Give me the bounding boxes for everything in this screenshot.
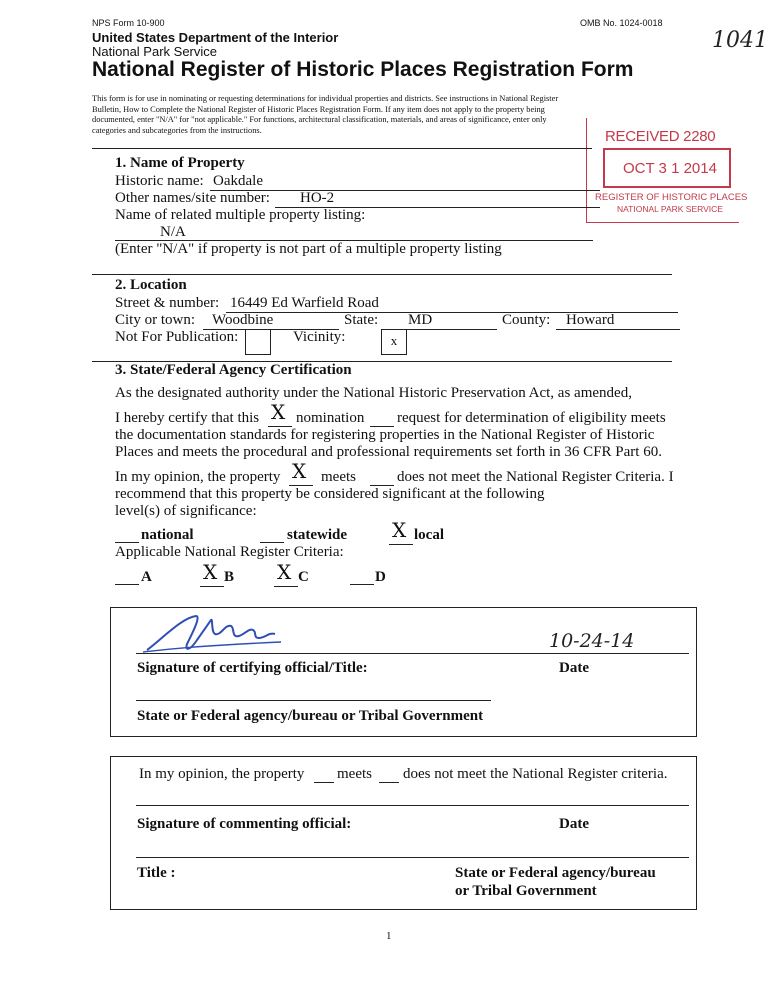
- publication-checkbox[interactable]: [245, 329, 271, 355]
- other-names-value: HO-2: [300, 190, 335, 206]
- agency-line[interactable]: [136, 700, 491, 701]
- signature-line[interactable]: [136, 653, 689, 654]
- stamp-line-1: REGISTER OF HISTORIC PLACES: [595, 192, 748, 203]
- criteria-c-blank[interactable]: [274, 586, 298, 587]
- instructions-line-2: Bulletin, How to Complete the National Register of Historic Places Registration Form. If any item does not apply to the property being: [92, 104, 545, 114]
- criteria-d-label: D: [375, 569, 386, 585]
- certification-para-2: the documentation standards for registering properties in the National Register of Historic: [115, 427, 655, 443]
- certification-para-5: level(s) of significance:: [115, 503, 257, 519]
- certification-para-3: Places and meets the procedural and professional requirements set forth in 36 CFR Part 60.: [115, 444, 662, 460]
- vicinity-label: Vicinity:: [293, 329, 346, 345]
- county-value: Howard: [566, 312, 615, 328]
- certifying-official-box: [110, 607, 697, 737]
- divider: [92, 274, 672, 275]
- section-2-heading: 2. Location: [115, 277, 187, 293]
- instructions-line-4: categories and subcategories from the instructions.: [92, 125, 262, 135]
- criteria-d-blank[interactable]: [350, 584, 374, 585]
- certifying-agency-label: State or Federal agency/bureau or Tribal Government: [137, 708, 484, 724]
- commenting-official-box: [110, 756, 697, 910]
- certify-text-c: request for determination of eligibility meets: [397, 410, 666, 426]
- certification-para-4: recommend that this property be considered significant at the following: [115, 486, 545, 502]
- department-name: United States Department of the Interior: [92, 30, 339, 45]
- historic-name-value: Oakdale: [213, 173, 263, 189]
- historic-name-label: Historic name:: [115, 173, 204, 189]
- service-name: National Park Service: [92, 44, 217, 59]
- criteria-c-check: X: [277, 560, 292, 584]
- local-check: X: [392, 518, 407, 542]
- criteria-b-blank[interactable]: [200, 586, 224, 587]
- comment-agency-line-2: or Tribal Government: [455, 883, 597, 899]
- street-value: 16449 Ed Warfield Road: [230, 295, 379, 311]
- instructions-line-3: documented, enter "N/A" for "not applicable." For functions, architectural classification, materials, and areas of significance, enter only: [92, 115, 547, 124]
- certify-text-a: I hereby certify that this: [115, 410, 260, 426]
- street-label: Street & number:: [115, 295, 220, 311]
- comment-agency-line-1: State or Federal agency/bureau: [455, 865, 656, 881]
- certifying-date-label: Date: [559, 660, 589, 676]
- publication-label: Not For Publication:: [115, 329, 239, 345]
- criteria-label: Applicable National Register Criteria:: [115, 544, 344, 560]
- omb-number: OMB No. 1024-0018: [580, 18, 663, 28]
- comment-signature-line[interactable]: [136, 805, 689, 806]
- related-listing-label: Name of related multiple property listing:: [115, 207, 366, 223]
- city-label: City or town:: [115, 312, 196, 328]
- handwritten-number: 1041: [712, 28, 768, 53]
- certify-text-b: nomination: [296, 410, 365, 426]
- comment-opinion-c: does not meet the National Register criteria.: [403, 766, 668, 782]
- nomination-check: X: [271, 400, 286, 424]
- related-listing-value: N/A: [160, 224, 186, 240]
- opinion-text-b: meets: [321, 469, 356, 485]
- national-blank[interactable]: [115, 542, 139, 543]
- vicinity-checkbox[interactable]: x: [381, 329, 407, 355]
- opinion-text-c: does not meet the National Register Criteria. I: [397, 469, 674, 485]
- national-label: national: [141, 527, 194, 543]
- comment-opinion-a: In my opinion, the property: [139, 766, 305, 782]
- state-value: MD: [408, 312, 433, 328]
- section-3-heading: 3. State/Federal Agency Certification: [115, 362, 352, 378]
- statewide-blank[interactable]: [260, 542, 284, 543]
- other-names-label: Other names/site number:: [115, 190, 270, 206]
- form-number: NPS Form 10-900: [92, 18, 165, 28]
- related-listing-note: (Enter "N/A" if property is not part of a multiple property listing: [115, 241, 502, 257]
- county-label: County:: [502, 312, 551, 328]
- comment-title-label: Title :: [137, 865, 176, 881]
- signature-image: [141, 610, 291, 662]
- divider: [92, 148, 592, 149]
- comment-signature-label: Signature of commenting official:: [137, 816, 352, 832]
- criteria-b-label: B: [224, 569, 235, 585]
- stamp-date: OCT 3 1 2014: [623, 160, 717, 177]
- comment-title-line[interactable]: [136, 857, 689, 858]
- stamp-received: RECEIVED 2280: [605, 128, 716, 145]
- statewide-label: statewide: [287, 527, 347, 543]
- city-value: Woodbine: [212, 312, 274, 328]
- criteria-a-blank[interactable]: [115, 584, 139, 585]
- instructions-line-1: This form is for use in nominating or requesting determinations for individual properties and districts. See instructions in National Register: [92, 94, 559, 103]
- local-blank[interactable]: [389, 544, 413, 545]
- criteria-a-label: A: [141, 569, 152, 585]
- comment-meets-blank[interactable]: [314, 782, 334, 783]
- county-field[interactable]: [556, 329, 680, 330]
- comment-date-label: Date: [559, 816, 589, 832]
- certification-para-1: As the designated authority under the National Historic Preservation Act, as amended,: [115, 385, 632, 401]
- page-number: 1: [386, 930, 392, 942]
- signature-date: 10-24-14: [549, 630, 635, 652]
- criteria-b-check: X: [203, 560, 218, 584]
- received-stamp: [586, 118, 748, 223]
- section-1-heading: 1. Name of Property: [115, 155, 245, 171]
- page-title: National Register of Historic Places Registration Form: [92, 58, 634, 81]
- comment-does-not-meet-blank[interactable]: [379, 782, 399, 783]
- stamp-line-2: NATIONAL PARK SERVICE: [617, 204, 723, 214]
- meets-check: X: [292, 459, 307, 483]
- state-label: State:: [344, 312, 379, 328]
- opinion-text-a: In my opinion, the property: [115, 469, 281, 485]
- comment-opinion-b: meets: [337, 766, 372, 782]
- criteria-c-label: C: [298, 569, 309, 585]
- certifying-signature-label: Signature of certifying official/Title:: [137, 660, 368, 676]
- local-label: local: [414, 527, 444, 543]
